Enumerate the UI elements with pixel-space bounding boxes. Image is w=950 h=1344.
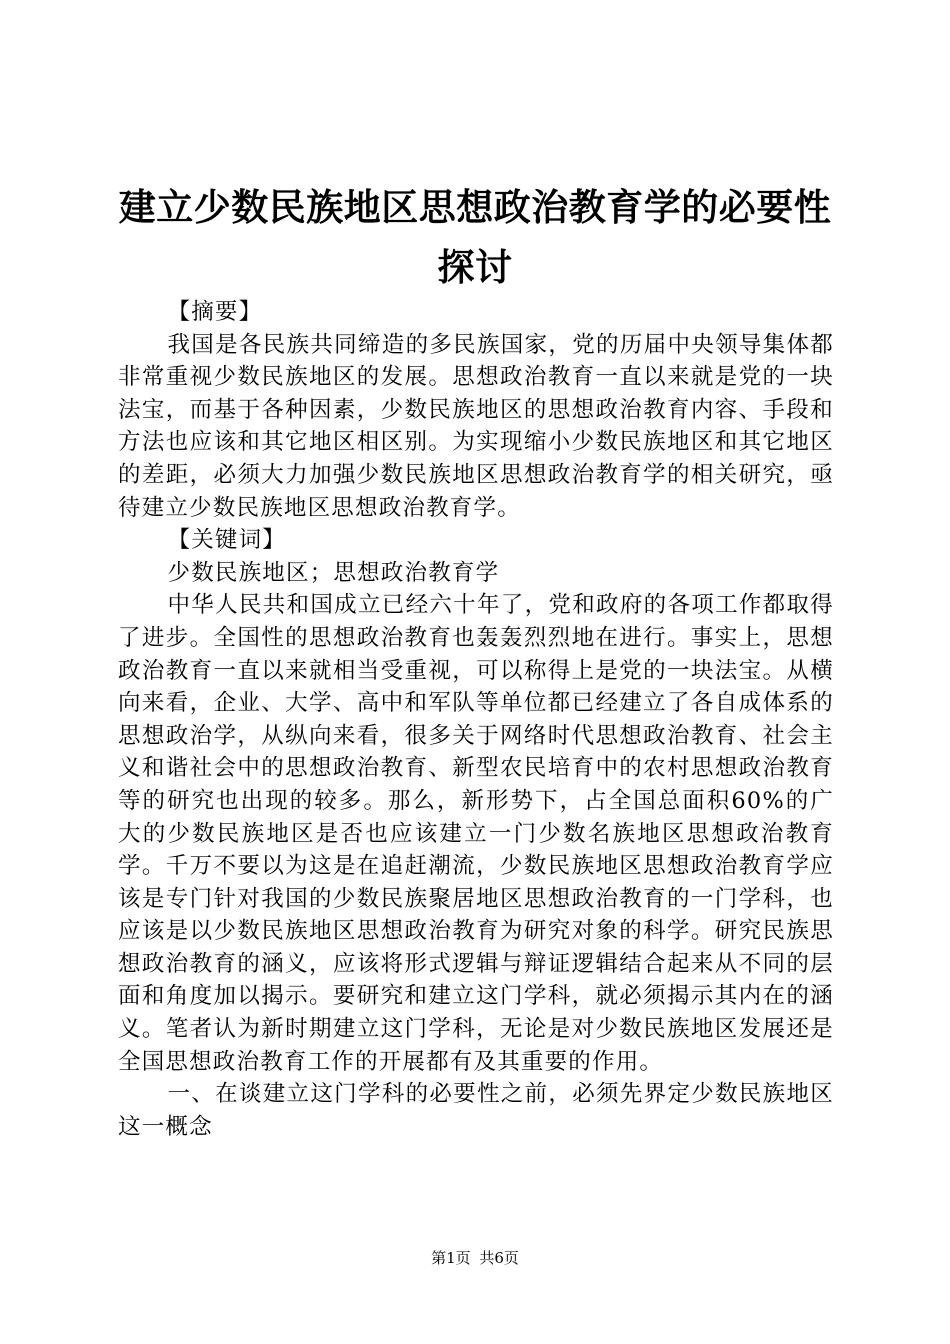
section-heading: 一、在谈建立这门学科的必要性之前，必须先界定少数民族地区这一概念 — [118, 1081, 834, 1140]
abstract-heading: 【摘要】 — [167, 299, 263, 325]
document-title: 建立少数民族地区思想政治教育学的必要性探讨 — [118, 186, 832, 289]
intro-paragraph: 中华人民共和国成立已经六十年了，党和政府的各项工作都取得了进步。全国性的思想政治教育也轰轰烈烈地在进行。事实上，思想政治教育一直以来就相当受重视，可以称得上是党的一块法宝。从横向来看，企业、大学、高中和军队等单位都已经建立了各自成体系的思想政治学，从纵向来看，很多关于网络时代思想政治教育、社会主义和谐社会中的思想政治教育、新型农民培育中的农村思想政治教育等的研究也出现的较多。那么，新形势下，占全国总面积60%的广大的少数民族地区是否也应该建立一门少数名族地区思想政治教育学。千万不要以为这是在追赶潮流，少数民族地区思想政治教育学应该是专门针对我国的少数民族聚居地区思想政治教育的一门学科，也应该是以少数民族地区思想政治教育为研究对象的科学。研究民族思想政治教育的涵义，应该将形式逻辑与辩证逻辑结合起来从不同的层面和角度加以揭示。要研究和建立这门学科，就必须揭示其内在的涵义。笔者认为新时期建立这门学科，无论是对少数民族地区发展还是全国思想政治教育工作的开展都有及其重要的作用。 — [118, 592, 834, 1075]
keywords-paragraph: 少数民族地区；思想政治教育学 — [167, 559, 500, 586]
page-number: 第1页 — [431, 1249, 471, 1267]
page-footer — [0, 1247, 950, 1268]
document-body — [118, 296, 834, 1143]
abstract-paragraph: 我国是各民族共同缔造的多民族国家，党的历届中央领导集体都非常重视少数民族地区的发展。思想政治教育一直以来就是党的一块法宝，而基于各种因素，少数民族地区的思想政治教育内容、手段和方法也应该和其它地区相区别。为实现缩小少数民族地区和其它地区的差距，必须大力加强少数民族地区思想政治教育学的相关研究，亟待建立少数民族地区思想政治教育学。 — [118, 331, 834, 521]
page-total: 共6页 — [479, 1249, 519, 1267]
keywords-heading: 【关键词】 — [167, 527, 287, 554]
